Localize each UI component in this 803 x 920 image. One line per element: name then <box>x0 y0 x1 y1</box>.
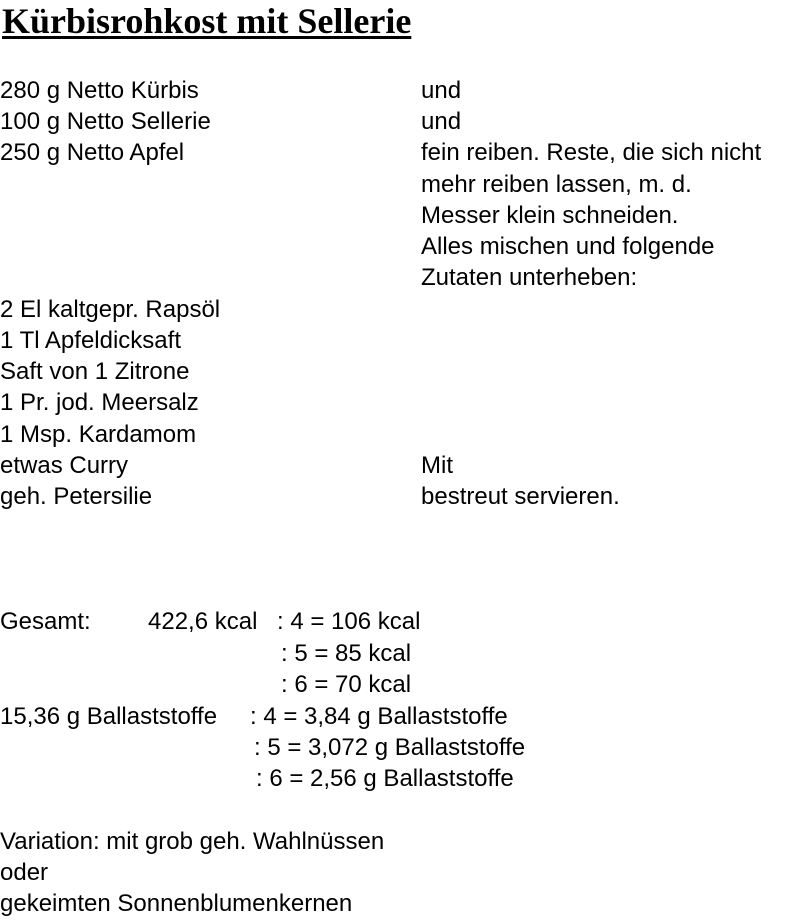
ingredient-lemon-juice: Saft von 1 Zitrone <box>0 358 190 385</box>
nutrition-fiber-total: 15,36 g Ballaststoffe <box>0 703 218 730</box>
variation-line: oder <box>0 859 49 886</box>
ingredient-cardamom: 1 Msp. Kardamom <box>0 421 197 448</box>
ingredient-apple: 250 g Netto Apfel <box>0 139 185 166</box>
instruction-line: und <box>421 108 462 135</box>
ingredient-pumpkin: 280 g Netto Kürbis <box>0 77 199 104</box>
nutrition-label: Gesamt: <box>0 608 91 635</box>
ingredient-celery: 100 g Netto Sellerie <box>0 108 211 135</box>
instruction-line: bestreut servieren. <box>421 483 620 510</box>
instruction-line: fein reiben. Reste, die sich nicht <box>421 139 762 166</box>
instruction-line: Alles mischen und folgende <box>421 233 715 260</box>
instruction-line: mehr reiben lassen, m. d. <box>421 171 692 198</box>
nutrition-kcal-total: 422,6 kcal <box>148 608 258 635</box>
nutrition-fiber-row: : 4 = 3,84 g Ballaststoffe <box>250 703 508 730</box>
nutrition-fiber-row: : 6 = 2,56 g Ballaststoffe <box>256 765 514 792</box>
instruction-line: Zutaten unterheben: <box>421 264 638 291</box>
variation-line: Variation: mit grob geh. Wahlnüssen <box>0 828 385 855</box>
nutrition-kcal-row: : 6 = 70 kcal <box>281 671 412 698</box>
variation-line: gekeimten Sonnenblumenkernen <box>0 890 353 917</box>
ingredient-curry: etwas Curry <box>0 452 129 479</box>
instruction-line: Mit <box>421 452 453 479</box>
recipe-title: Kürbisrohkost mit Sellerie <box>2 1 412 41</box>
nutrition-fiber-row: : 5 = 3,072 g Ballaststoffe <box>254 734 526 761</box>
ingredient-rapeseed-oil: 2 El kaltgepr. Rapsöl <box>0 296 221 323</box>
nutrition-kcal-row: : 5 = 85 kcal <box>281 640 412 667</box>
instruction-line: Messer klein schneiden. <box>421 202 679 229</box>
instruction-line: und <box>421 77 462 104</box>
nutrition-kcal-row: : 4 = 106 kcal <box>277 608 421 635</box>
ingredient-parsley: geh. Petersilie <box>0 483 153 510</box>
ingredient-apple-syrup: 1 Tl Apfeldicksaft <box>0 327 181 354</box>
ingredient-salt: 1 Pr. jod. Meersalz <box>0 389 199 416</box>
